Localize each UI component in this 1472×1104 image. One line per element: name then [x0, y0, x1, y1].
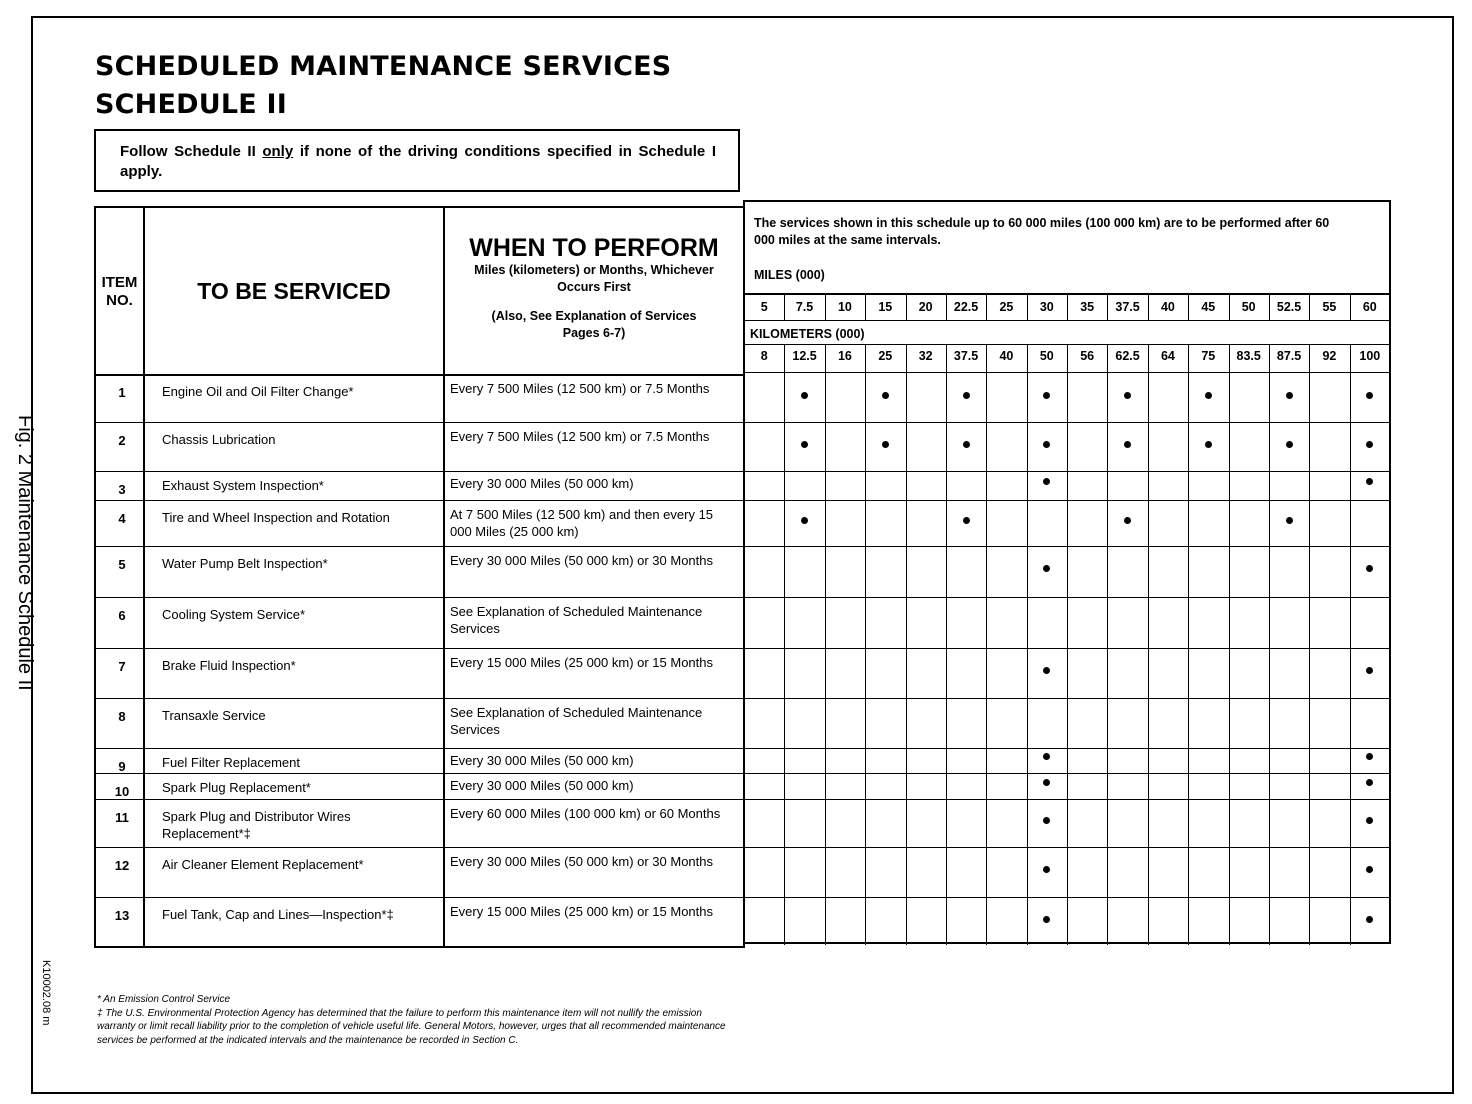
- km-value-92: 92: [1322, 349, 1337, 363]
- km-value-75: 75: [1201, 349, 1216, 363]
- row-divider: [96, 698, 1390, 699]
- grid-col-line: [1067, 344, 1068, 945]
- service-dot: [1286, 441, 1293, 448]
- row-divider: [96, 500, 1390, 501]
- schedule-notice: [94, 129, 740, 192]
- service-dot: [1366, 441, 1373, 448]
- grid-col-line: [1188, 344, 1189, 945]
- header-when-note: (Also, See Explanation of Services Pages 6-7): [491, 309, 697, 340]
- item-number: 4: [118, 511, 126, 526]
- service-name: Tire and Wheel Inspection and Rotation: [162, 510, 390, 525]
- item-number: 3: [118, 482, 126, 497]
- service-name: Transaxle Service: [162, 708, 266, 723]
- item-number: 2: [118, 433, 126, 448]
- service-name: Spark Plug and Distributor Wires Replacement*‡: [162, 809, 351, 841]
- header-item-no: ITEM NO.: [101, 274, 138, 309]
- grid-col-line: [906, 344, 907, 945]
- grid-col-line: [865, 344, 866, 945]
- row-divider: [96, 847, 1390, 848]
- when-to-perform: Every 15 000 Miles (25 000 km) or 15 Months: [450, 655, 714, 670]
- row-divider: [96, 471, 1390, 472]
- service-dot: [1205, 441, 1212, 448]
- miles-value-20: 20: [918, 300, 933, 314]
- km-value-37.5: 37.5: [953, 349, 979, 363]
- service-dot: [1366, 779, 1373, 786]
- row-divider: [96, 546, 1390, 547]
- item-number: 7: [118, 659, 126, 674]
- service-dot: [1124, 441, 1131, 448]
- row-divider: [96, 773, 1390, 774]
- km-value-62.5: 62.5: [1115, 349, 1140, 363]
- miles-value-15: 15: [878, 300, 893, 314]
- grid-col-line: [1148, 344, 1149, 945]
- col-divider: [443, 206, 445, 948]
- km-value-64: 64: [1160, 349, 1175, 363]
- grid-col-line: [946, 344, 947, 945]
- row-divider: [744, 372, 1390, 373]
- service-dot: [963, 441, 970, 448]
- footnote-epa: ‡ The U.S. Environmental Protection Agency has determined that the failure to perform this maintenance item will not nullify the emission warranty or limit recall liability prior to the completion of vehicle useful life. General Motors, however, urges that all recommended maintenance services be performed at the indicated intervals and the maintenance be recorded in Section C.: [97, 1007, 726, 1046]
- title-line-2: SCHEDULE II: [95, 89, 287, 120]
- service-dot: [1286, 392, 1293, 399]
- row-divider: [96, 648, 1390, 649]
- row-divider: [96, 597, 1390, 598]
- service-dot: [1286, 517, 1293, 524]
- grid-col-line: [986, 344, 987, 945]
- notice-emphasis: only: [262, 143, 294, 160]
- item-number: 6: [118, 608, 126, 623]
- service-dot: [1043, 779, 1050, 786]
- service-dot: [1043, 478, 1050, 485]
- service-dot: [1366, 478, 1373, 485]
- when-to-perform: At 7 500 Miles (12 500 km) and then every 15 000 Miles (25 000 km): [450, 507, 714, 539]
- row-divider: [96, 748, 1390, 749]
- header-when-to-perform: WHEN TO PERFORM: [469, 234, 719, 262]
- row-divider: [96, 799, 1390, 800]
- miles-value-5: 5: [760, 300, 768, 314]
- km-value-8: 8: [760, 349, 768, 363]
- figure-caption: Fig. 2 Maintenance Schedule II: [14, 415, 36, 691]
- page-title: [95, 48, 671, 124]
- item-number: 12: [114, 858, 130, 873]
- grid-col-line: [1107, 344, 1108, 945]
- header-when-sub: Miles (kilometers) or Months, Whichever Occurs First: [474, 263, 714, 294]
- item-number: 13: [114, 908, 130, 923]
- when-to-perform: Every 30 000 Miles (50 000 km) or 30 Months: [450, 854, 714, 869]
- row-divider: [96, 422, 1390, 423]
- when-to-perform: See Explanation of Scheduled Maintenance Services: [450, 604, 703, 636]
- kilometers-label: KILOMETERS (000): [750, 327, 865, 341]
- km-value-40: 40: [999, 349, 1014, 363]
- km-value-32: 32: [918, 349, 933, 363]
- miles-value-10: 10: [837, 300, 852, 314]
- col-divider: [143, 206, 145, 948]
- service-dot: [801, 441, 808, 448]
- miles-value-35: 35: [1080, 300, 1095, 314]
- notice-before: Follow Schedule II: [120, 143, 256, 160]
- item-number: 1: [118, 385, 126, 400]
- when-to-perform: See Explanation of Scheduled Maintenance Services: [450, 705, 703, 737]
- miles-value-52.5: 52.5: [1276, 300, 1302, 314]
- service-name: Cooling System Service*: [162, 607, 306, 622]
- header-to-be-serviced: TO BE SERVICED: [197, 278, 391, 304]
- when-to-perform: Every 60 000 Miles (100 000 km) or 60 Months: [450, 806, 721, 821]
- km-value-83.5: 83.5: [1236, 349, 1261, 363]
- row-divider: [96, 897, 1390, 898]
- grid-col-line: [1269, 344, 1270, 945]
- service-dot: [963, 392, 970, 399]
- service-dot: [963, 517, 970, 524]
- when-to-perform: Every 30 000 Miles (50 000 km) or 30 Months: [450, 553, 714, 568]
- item-number: 9: [118, 759, 126, 774]
- miles-value-30: 30: [1039, 300, 1054, 314]
- title-line-1: SCHEDULED MAINTENANCE SERVICES: [95, 51, 672, 82]
- service-name: Water Pump Belt Inspection*: [162, 556, 328, 571]
- km-value-87.5: 87.5: [1276, 349, 1302, 363]
- service-dot: [1043, 441, 1050, 448]
- when-to-perform: Every 30 000 Miles (50 000 km): [450, 753, 634, 768]
- km-value-50: 50: [1039, 349, 1054, 363]
- km-value-16: 16: [837, 349, 852, 363]
- when-to-perform: Every 15 000 Miles (25 000 km) or 15 Months: [450, 904, 714, 919]
- service-dot: [882, 392, 889, 399]
- service-dot: [1205, 392, 1212, 399]
- services-note: The services shown in this schedule up to 60 000 miles (100 000 km) are to be performed after 60 000 miles at the same intervals.: [754, 216, 1330, 247]
- item-number: 8: [118, 709, 126, 724]
- service-name: Fuel Filter Replacement: [162, 755, 300, 770]
- service-name: Spark Plug Replacement*: [162, 780, 311, 795]
- when-to-perform: Every 30 000 Miles (50 000 km): [450, 778, 634, 793]
- grid-col-line: [1229, 344, 1230, 945]
- service-name: Exhaust System Inspection*: [162, 478, 324, 493]
- grid-col-line: [825, 344, 826, 945]
- item-number: 10: [114, 784, 130, 799]
- miles-label: MILES (000): [754, 268, 825, 282]
- km-value-56: 56: [1080, 349, 1095, 363]
- when-to-perform: Every 7 500 Miles (12 500 km) or 7.5 Months: [450, 429, 710, 444]
- grid-col-line: [784, 344, 785, 945]
- notice-after: if none of the driving conditions specified in Schedule I apply.: [120, 143, 717, 180]
- grid-col-line: [1027, 344, 1028, 945]
- footnote-emission: * An Emission Control Service: [97, 994, 231, 1005]
- miles-value-25: 25: [999, 300, 1014, 314]
- header-divider: [94, 374, 745, 376]
- miles-value-60: 60: [1362, 300, 1377, 314]
- grid-col-line: [1350, 344, 1351, 945]
- service-name: Engine Oil and Oil Filter Change*: [162, 384, 354, 399]
- miles-value-50: 50: [1241, 300, 1256, 314]
- grid-col-line: [1309, 344, 1310, 945]
- km-value-25: 25: [878, 349, 893, 363]
- miles-value-37.5: 37.5: [1115, 300, 1140, 314]
- miles-value-7.5: 7.5: [795, 300, 814, 314]
- miles-value-22.5: 22.5: [953, 300, 979, 314]
- when-to-perform: Every 30 000 Miles (50 000 km): [450, 476, 634, 491]
- service-name: Fuel Tank, Cap and Lines—Inspection*‡: [162, 907, 394, 922]
- when-to-perform: Every 7 500 Miles (12 500 km) or 7.5 Months: [450, 381, 710, 396]
- km-value-100: 100: [1359, 349, 1381, 363]
- item-number: 11: [115, 810, 129, 825]
- miles-value-55: 55: [1322, 300, 1337, 314]
- km-value-12.5: 12.5: [792, 349, 817, 363]
- service-name: Chassis Lubrication: [162, 432, 276, 447]
- service-dot: [882, 441, 889, 448]
- miles-value-40: 40: [1160, 300, 1175, 314]
- service-name: Air Cleaner Element Replacement*: [162, 857, 364, 872]
- footnotes: [97, 993, 743, 1047]
- service-name: Brake Fluid Inspection*: [162, 658, 296, 673]
- miles-value-45: 45: [1201, 300, 1216, 314]
- item-number: 5: [118, 557, 126, 572]
